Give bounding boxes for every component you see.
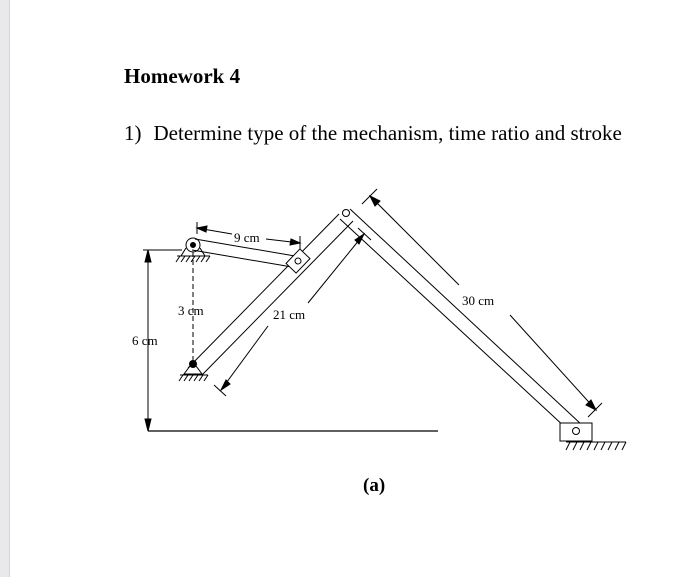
slider-block-rocker: [286, 249, 310, 273]
ground-slider: [560, 423, 626, 450]
homework-title: Homework 4: [124, 64, 241, 88]
label-6cm: 6 cm: [132, 333, 158, 348]
label-21cm: 21 cm: [273, 307, 306, 322]
question-text: Determine type of the mechanism, time ratio and stroke: [153, 121, 622, 145]
coupler-link: [340, 209, 582, 428]
apex-joint: [343, 210, 350, 217]
figure-caption: (a): [363, 475, 386, 496]
label-3cm: 3 cm: [178, 303, 204, 318]
label-9cm: 9 cm: [234, 230, 260, 245]
question-number: 1): [124, 121, 142, 145]
bottom-ground-pivot: [179, 361, 208, 382]
rocker-link: [188, 214, 353, 375]
label-30cm: 30 cm: [462, 293, 495, 308]
